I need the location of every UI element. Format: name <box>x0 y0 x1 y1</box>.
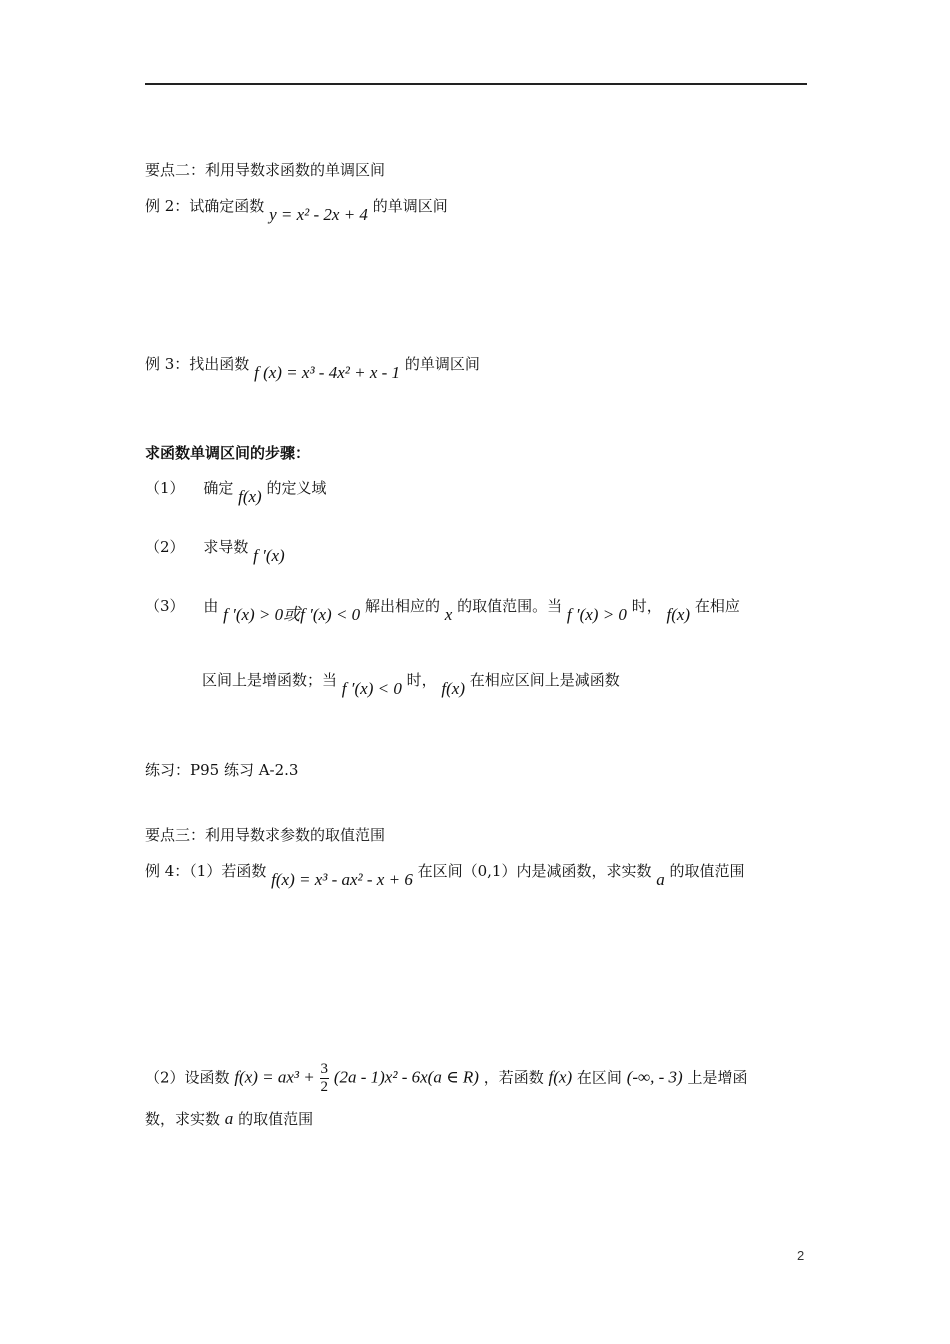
example-2-prefix: 例 2：试确定函数 <box>145 197 265 215</box>
step-3-continued <box>202 670 620 698</box>
example-2-formula: y = x² - 2x + 4 <box>269 205 368 224</box>
step-1-text-a: 确定 <box>203 479 234 497</box>
example-4-part-1 <box>145 861 745 889</box>
steps-title: 求函数单调区间的步骤： <box>145 444 311 462</box>
step-3-cont-text-c: 在相应区间上是减函数 <box>469 671 620 689</box>
step-3-cont-text-b: 时， <box>406 671 437 689</box>
fraction-numerator: 3 <box>320 1061 329 1077</box>
step-3-text-c: 的取值范围。当 <box>457 597 563 615</box>
step-2-text-a: 求导数 <box>203 538 249 556</box>
step-3-formula-b: f ′(x) > 0 <box>566 605 627 624</box>
three-halves-fraction <box>320 1061 330 1096</box>
example-4-2-cont-text-a: 数，求实数 <box>145 1110 221 1128</box>
step-2-formula: f ′(x) <box>253 546 285 565</box>
step-3-text-a: 由 <box>203 597 219 615</box>
step-1-number: （1） <box>145 479 185 497</box>
practice-note: 练习：P95 练习 A-2.3 <box>145 761 299 779</box>
example-3-suffix: 的单调区间 <box>404 355 480 373</box>
example-4-text-a: 在区间（0,1）内是减函数，求实数 <box>417 862 652 880</box>
header-rule <box>145 83 807 85</box>
step-3-number: （3） <box>145 597 185 615</box>
step-2 <box>145 537 285 565</box>
example-4-formula: f(x) = x³ - ax² - x + 6 <box>271 870 413 889</box>
example-2-suffix: 的单调区间 <box>372 197 448 215</box>
step-1-formula: f(x) <box>238 487 262 506</box>
step-3-cont-text-a: 区间上是增函数；当 <box>202 671 338 689</box>
example-4-2-prefix: （2）设函数 <box>145 1068 230 1087</box>
example-4-2-cont-var-a: a <box>224 1109 234 1128</box>
fraction-denominator: 2 <box>320 1079 329 1095</box>
section-two-title: 要点二：利用导数求函数的单调区间 <box>145 161 386 179</box>
example-4-2-formula-b: (2a - 1)x² - 6x(a ∈ R) <box>333 1067 479 1087</box>
step-1 <box>145 478 327 506</box>
example-3-formula: f (x) = x³ - 4x² + x - 1 <box>254 363 401 382</box>
example-4-part-2-continued <box>145 1109 313 1129</box>
step-3-var-x: x <box>444 605 453 624</box>
example-4-var-a: a <box>656 870 665 889</box>
example-4-2-text-c: 上是增函 <box>687 1068 748 1087</box>
step-3 <box>145 596 740 624</box>
example-4-2-formula-c: f(x) <box>548 1067 573 1087</box>
step-3-text-d: 时， <box>631 597 662 615</box>
step-3-cont-formula-a: f ′(x) < 0 <box>341 679 402 698</box>
step-3-formula-a: f ′(x) > 0或f ′(x) < 0 <box>223 605 361 624</box>
example-2 <box>145 196 448 224</box>
section-three-title: 要点三：利用导数求参数的取值范围 <box>145 826 386 844</box>
step-3-formula-c: f(x) <box>666 605 691 624</box>
example-4-text-b: 的取值范围 <box>669 862 745 880</box>
example-4-2-text-b: 在区间 <box>576 1068 622 1087</box>
step-3-text-b: 解出相应的 <box>364 597 440 615</box>
example-3 <box>145 354 480 382</box>
example-4-2-interval: (-∞, - 3) <box>626 1067 683 1087</box>
example-3-prefix: 例 3：找出函数 <box>145 355 250 373</box>
example-4-prefix: 例 4：（1）若函数 <box>145 862 267 880</box>
page-number: 2 <box>797 1248 805 1263</box>
step-2-number: （2） <box>145 538 185 556</box>
step-1-text-b: 的定义域 <box>266 479 327 497</box>
step-3-cont-formula-b: f(x) <box>441 679 465 698</box>
example-4-part-2 <box>145 1061 748 1096</box>
example-4-2-text-a: ，若函数 <box>483 1068 544 1087</box>
step-3-text-e: 在相应 <box>694 597 740 615</box>
example-4-2-cont-text-b: 的取值范围 <box>238 1110 314 1128</box>
example-4-2-formula-a: f(x) = ax³ + <box>234 1067 315 1087</box>
